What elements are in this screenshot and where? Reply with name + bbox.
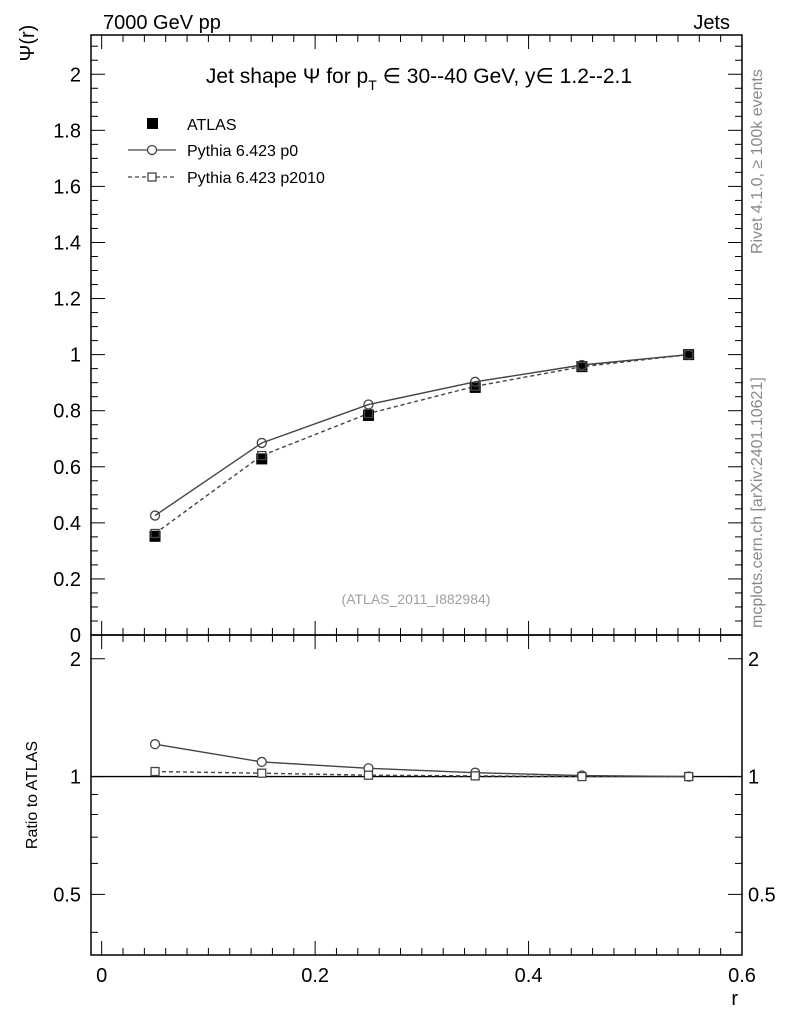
ratio-p0-point (257, 757, 266, 766)
title-part-a: Jet shape Ψ for p (205, 65, 369, 88)
main-y-tick-label: 1.4 (53, 232, 81, 255)
x-tick-label: 0.4 (514, 965, 543, 987)
title-subscript: T (368, 77, 377, 93)
ratio-p2010-point (471, 772, 479, 780)
ratio-p2010-point (151, 768, 159, 776)
x-tick-label: 0 (96, 965, 108, 987)
main-y-tick-label: 0.8 (53, 400, 81, 423)
main-y-tick-label: 2 (69, 64, 81, 87)
main-y-tick-label: 0.4 (53, 512, 81, 535)
xlabel: r (731, 988, 738, 1010)
series-line-p0 (155, 355, 689, 516)
main-y-tick-label: 1 (69, 344, 81, 367)
legend-label-p2010: Pythia 6.423 p2010 (187, 170, 325, 187)
ratio-line-p0 (155, 744, 689, 776)
main-y-tick-label: 0 (69, 625, 81, 647)
ratio-ylabel: Ratio to ATLAS (24, 740, 41, 850)
legend-marker-p0 (148, 146, 157, 155)
legend-marker-p2010 (148, 173, 156, 181)
analysis-watermark: (ATLAS_2011_I882984) (341, 591, 491, 607)
legend-label-atlas: ATLAS (187, 117, 237, 134)
header-left: 7000 GeV pp (103, 12, 221, 34)
ratio-y-tick-label-right: 1 (748, 766, 760, 789)
ratio-y-tick-label-right: 2 (748, 648, 760, 671)
ratio-y-tick-label-left: 0.5 (53, 884, 81, 907)
main-y-tick-label: 1.2 (53, 288, 81, 311)
ratio-y-tick-label-left: 1 (69, 766, 81, 789)
x-tick-label: 0.6 (728, 965, 756, 987)
legend-marker-atlas (147, 118, 158, 129)
legend (128, 117, 325, 187)
ratio-y-tick-label-left: 2 (69, 648, 81, 671)
header-right: Jets (693, 12, 730, 34)
ratio-panel-frame (91, 635, 742, 955)
main-y-tick-label: 0.2 (53, 568, 81, 591)
legend-label-p0: Pythia 6.423 p0 (187, 143, 299, 160)
ratio-p2010-point (258, 769, 266, 777)
main-y-tick-label: 0.6 (53, 456, 81, 479)
main-ylabel: Ψ(r) (17, 24, 39, 62)
series-line-p2010 (155, 355, 689, 534)
x-tick-label: 0.2 (301, 965, 330, 987)
main-title (206, 65, 632, 93)
mcplots-label: mcplots.cern.ch [arXiv:2401.10621] (749, 377, 766, 628)
ratio-y-tick-label-right: 0.5 (748, 884, 776, 907)
ratio-p2010-point (364, 771, 372, 779)
main-y-tick-label: 1.6 (53, 176, 81, 199)
ratio-p0-point (151, 740, 160, 749)
chart-marks (53, 35, 776, 987)
rivet-version-label: Rivet 4.1.0, ≥ 100k events (749, 69, 766, 254)
ratio-p2010-point (685, 773, 693, 781)
ratio-p2010-point (578, 773, 586, 781)
main-y-tick-label: 1.8 (53, 120, 81, 143)
title-part-b: ∈ 30--40 GeV, y∈ 1.2--2.1 (376, 65, 633, 88)
